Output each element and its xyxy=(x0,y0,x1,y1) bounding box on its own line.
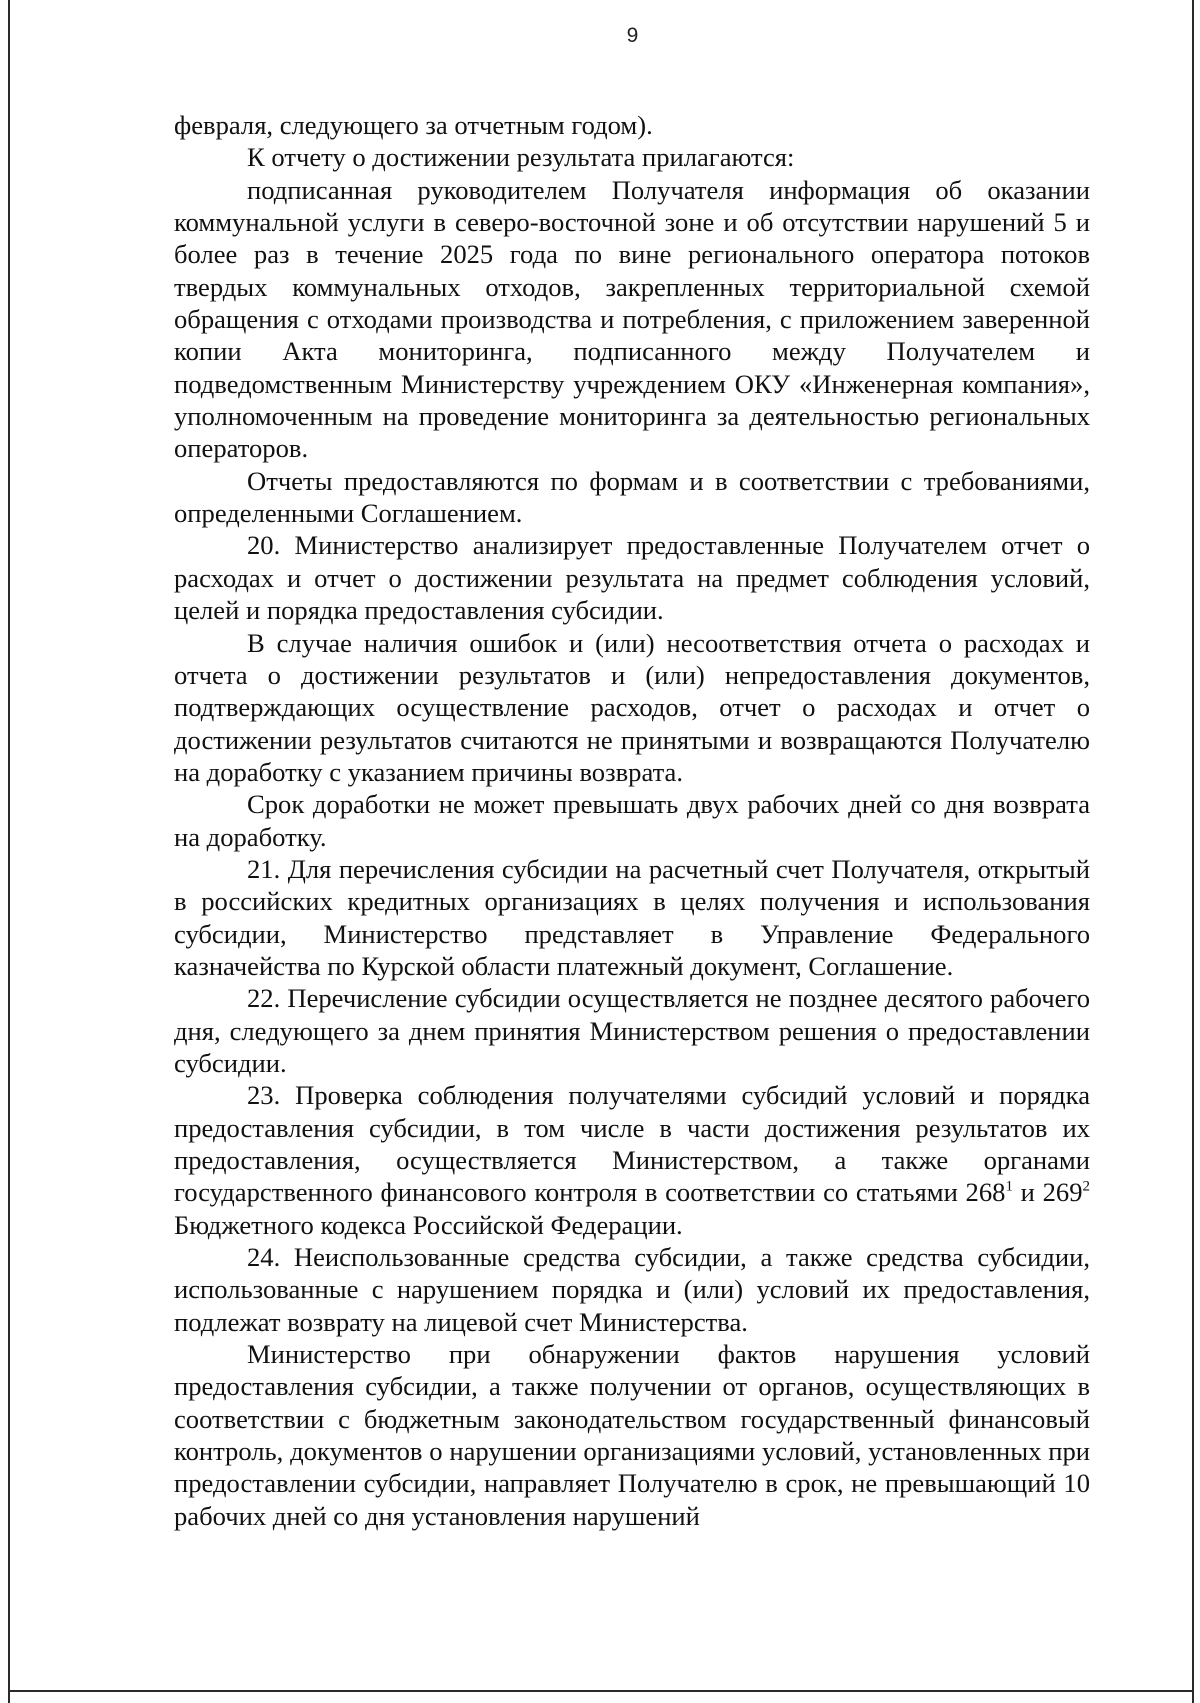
clause-23-superscript-2: 2 xyxy=(1082,1178,1090,1195)
paragraph-signed-information: подписанная руководителем Получателя информация об оказании коммунальной услуги в северо-восточной зоне и об отсутствии нарушений 5 и более раз в течение 2025 года по вине регионального оператора потоков твердых коммунальных отходов, закрепленных территориальной схемой обращения с отходами производства и потребления, с приложением заверенной копии Акта мониторинга, подписанного между Получателем и подведомственным Министерству учреждением ОКУ «Инженерная компания», уполномоченным на проведение мониторинга за деятельностью региональных операторов. xyxy=(174,174,1090,464)
page-border-right xyxy=(1192,0,1194,1703)
paragraph-report-attachments-intro: К отчету о достижении результата прилагаются: xyxy=(247,142,795,173)
clause-23-text-before: 23. Проверка соблюдения получателями субсидий условий и порядка предоставления субсидии, в том числе в части достижения результатов их предоставления, осуществляется Министерством, а также органами государственного финансового контроля в соответствии со статьями 268 xyxy=(174,1080,1090,1208)
paragraph-errors-return: В случае наличия ошибок и (или) несоответствия отчета о расходах и отчета о достижении результатов и (или) непредоставления документов, подтверждающих осуществление расходов, отчет о расходах и отчет о достижении результатов считаются не принятыми и возвращаются Получателю на доработку с указанием причины возврата. xyxy=(174,627,1090,787)
clause-23-text-middle: и 269 xyxy=(1012,1177,1083,1208)
page-border-bottom xyxy=(8,1690,1194,1692)
paragraph-clause-24: 24. Неиспользованные средства субсидии, а также средства субсидии, использованные с нарушением порядка и (или) условий их предоставления, подлежат возврату на лицевой счет Министерства. xyxy=(174,1242,1090,1337)
paragraph-violations-notice: Министерство при обнаружении фактов нарушения условий предоставления субсидии, а также получении от органов, осуществляющих в соответствии с бюджетным законодательством государственный финансовый контроль, документов о нарушении организациями условий, установленных при предоставлении субсидии, направляет Получателю в срок, не превышающий 10 рабочих дней со дня установления нарушений xyxy=(174,1339,1090,1531)
page-number: 9 xyxy=(626,24,639,47)
paragraph-report-forms: Отчеты предоставляются по формам и в соответствии с требованиями, определенными Соглашением. xyxy=(174,465,1090,529)
paragraph-clause-21: 21. Для перечисления субсидии на расчетный счет Получателя, открытый в российских кредитных организациях в целях получения и использования субсидии, Министерство представляет в Управление Федерального казначейства по Курской области платежный документ, Соглашение. xyxy=(174,853,1090,981)
clause-23-text-after: Бюджетного кодекса Российской Федерации. xyxy=(174,1209,683,1240)
paragraph-clause-22: 22. Перечисление субсидии осуществляется не позднее десятого рабочего дня, следующего за днем принятия Министерством решения о предоставлении субсидии. xyxy=(174,983,1090,1078)
document-body xyxy=(174,109,1090,1532)
paragraph-revision-deadline: Срок доработки не может превышать двух рабочих дней со дня возврата на доработку. xyxy=(174,789,1090,852)
clause-23-superscript-1: 1 xyxy=(1005,1178,1013,1195)
paragraph-continuation: февраля, следующего за отчетным годом). xyxy=(174,110,653,140)
paragraph-clause-23 xyxy=(174,1079,1090,1241)
page-border-left xyxy=(8,0,10,1703)
paragraph-clause-20: 20. Министерство анализирует предоставленные Получателем отчет о расходах и отчет о достижении результата на предмет соблюдения условий, целей и порядка предоставления субсидии. xyxy=(174,530,1090,626)
